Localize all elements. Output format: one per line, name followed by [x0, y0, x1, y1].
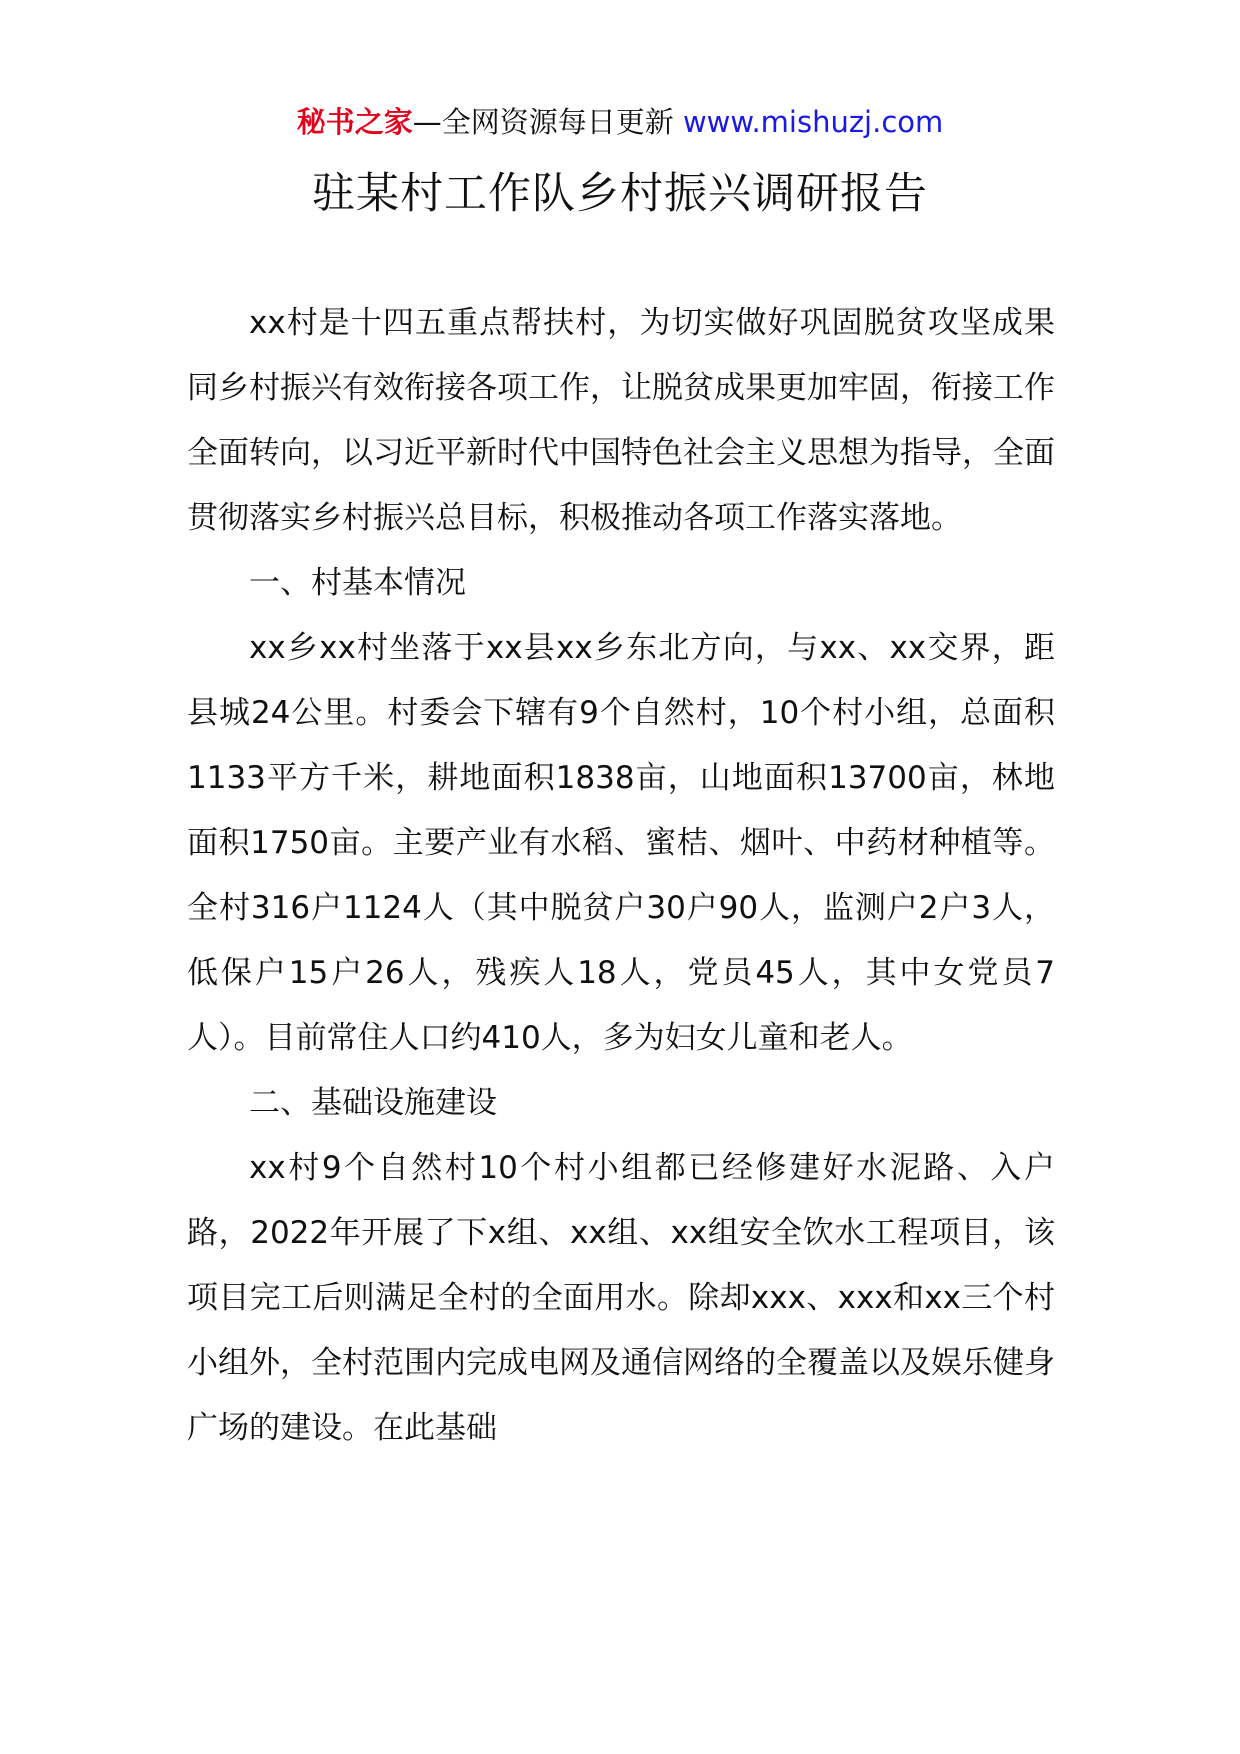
infrastructure-paragraph: xx村9个自然村10个村小组都已经修建好水泥路、入户路，2022年开展了下x组、xx组、xx组安全饮水工程项目，该项目完工后则满足全村的全面用水。除却xxx、xxx和xx三个村小组外，全村范围内完成电网及通信网络的全覆盖以及娱乐健身广场的建设。在此基础	[187, 1150, 1055, 1446]
intro-paragraph: xx村是十四五重点帮扶村，为切实做好巩固脱贫攻坚成果同乡村振兴有效衔接各项工作，让脱贫成果更加牢固，衔接工作全面转向，以习近平新时代中国特色社会主义思想为指导，全面贯彻落实乡村振兴总目标，积极推动各项工作落实落地。	[187, 305, 1055, 536]
section-heading-basic-info: 一、村基本情况	[249, 565, 466, 601]
document-body	[187, 291, 1055, 1461]
section-heading-infrastructure: 二、基础设施建设	[249, 1085, 497, 1121]
brand-name: 秘书之家	[296, 105, 413, 139]
document-title: 驻某村工作队乡村振兴调研报告	[312, 169, 928, 219]
basic-info-paragraph: xx乡xx村坐落于xx县xx乡东北方向，与xx、xx交界，距县城24公里。村委会下辖有9个自然村，10个村小组，总面积1133平方千米，耕地面积1838亩，山地面积13700亩，林地面积1750亩。主要产业有水稻、蜜桔、烟叶、中药材种植等。全村316户1124人（其中脱贫户30户90人，监测户2户3人，低保户15户26人，残疾人18人，党员45人，其中女党员7人）。目前常住人口约410人，多为妇女儿童和老人。	[187, 630, 1055, 1056]
site-url[interactable]: www.mishuzj.com	[682, 105, 944, 139]
site-header	[0, 100, 1240, 144]
header-tagline: —全网资源每日更新	[412, 105, 683, 139]
